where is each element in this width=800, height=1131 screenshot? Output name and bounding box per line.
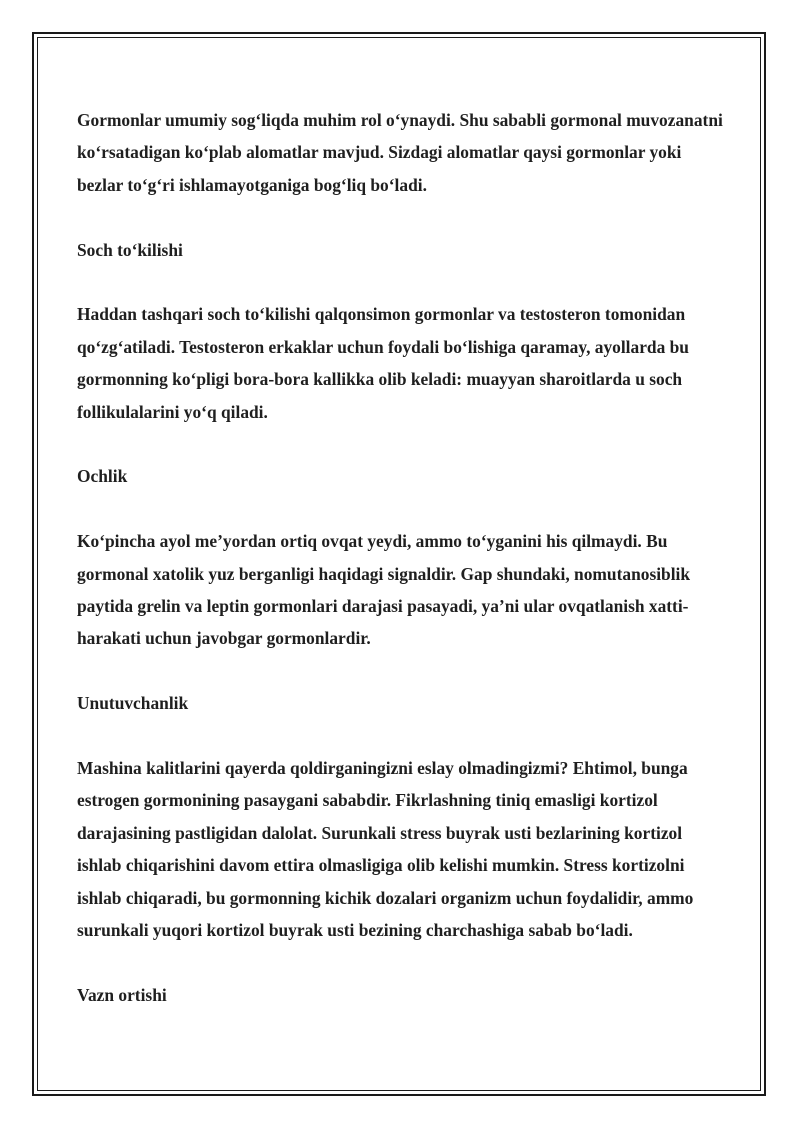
section-heading-weight-gain: Vazn ortishi [77, 984, 167, 1005]
intro-paragraph: Gormonlar umumiy sog‘liqda muhim rol o‘ynaydi. Shu sababli gormonal muvozanatni ko‘rsatadigan ko‘plab alomatlar mavjud. Sizdagi alomatlar qaysi gormonlar yoki bezlar to‘g‘ri ishlamayotganiga bog‘liq bo‘ladi. [77, 110, 723, 195]
section-heading-hair-loss: Soch to‘kilishi [77, 239, 183, 260]
section-heading-hunger: Ochlik [77, 466, 128, 487]
section-heading-forgetfulness: Unutuvchanlik [77, 693, 189, 714]
hair-loss-paragraph: Haddan tashqari soch to‘kilishi qalqonsimon gormonlar va testosteron tomonidan qo‘zg‘atiladi. Testosteron erkaklar uchun foydali bo‘lishiga qaramay, ayollarda bu gormonning ko‘pligi bora-bora kallikka olib keladi: muayyan sharoitlarda u soch follikulalarini yo‘q qiladi. [77, 304, 689, 422]
hunger-paragraph: Ko‘pincha ayol me’yordan ortiq ovqat yeydi, ammo to‘yganini his qilmaydi. Bu gormonal xatolik yuz berganligi haqidagi signaldir. Gap shundaki, nomutanosiblik paytida grelin va leptin gormonlari darajasi pasayadi, ya’ni ular ovqatlanish xatti-harakati uchun javobgar gormonlardir. [77, 531, 691, 649]
document-body [77, 104, 727, 1044]
forgetfulness-paragraph: Mashina kalitlarini qayerda qoldirganingizni eslay olmadingizmi? Ehtimol, bunga estrogen gormonining pasaygani sababdir. Fikrlashning tiniq emasligi kortizol darajasining pastligidan dalolat. Surunkali stress buyrak usti bezlarining kortizol ishlab chiqarishini davom ettira olmasligiga olib kelishi mumkin. Stress kortizolni ishlab chiqaradi, bu gormonning kichik dozalari organizm uchun foydalidir, ammo surunkali yuqori kortizol buyrak usti bezining charchashiga sabab bo‘ladi. [77, 758, 694, 941]
